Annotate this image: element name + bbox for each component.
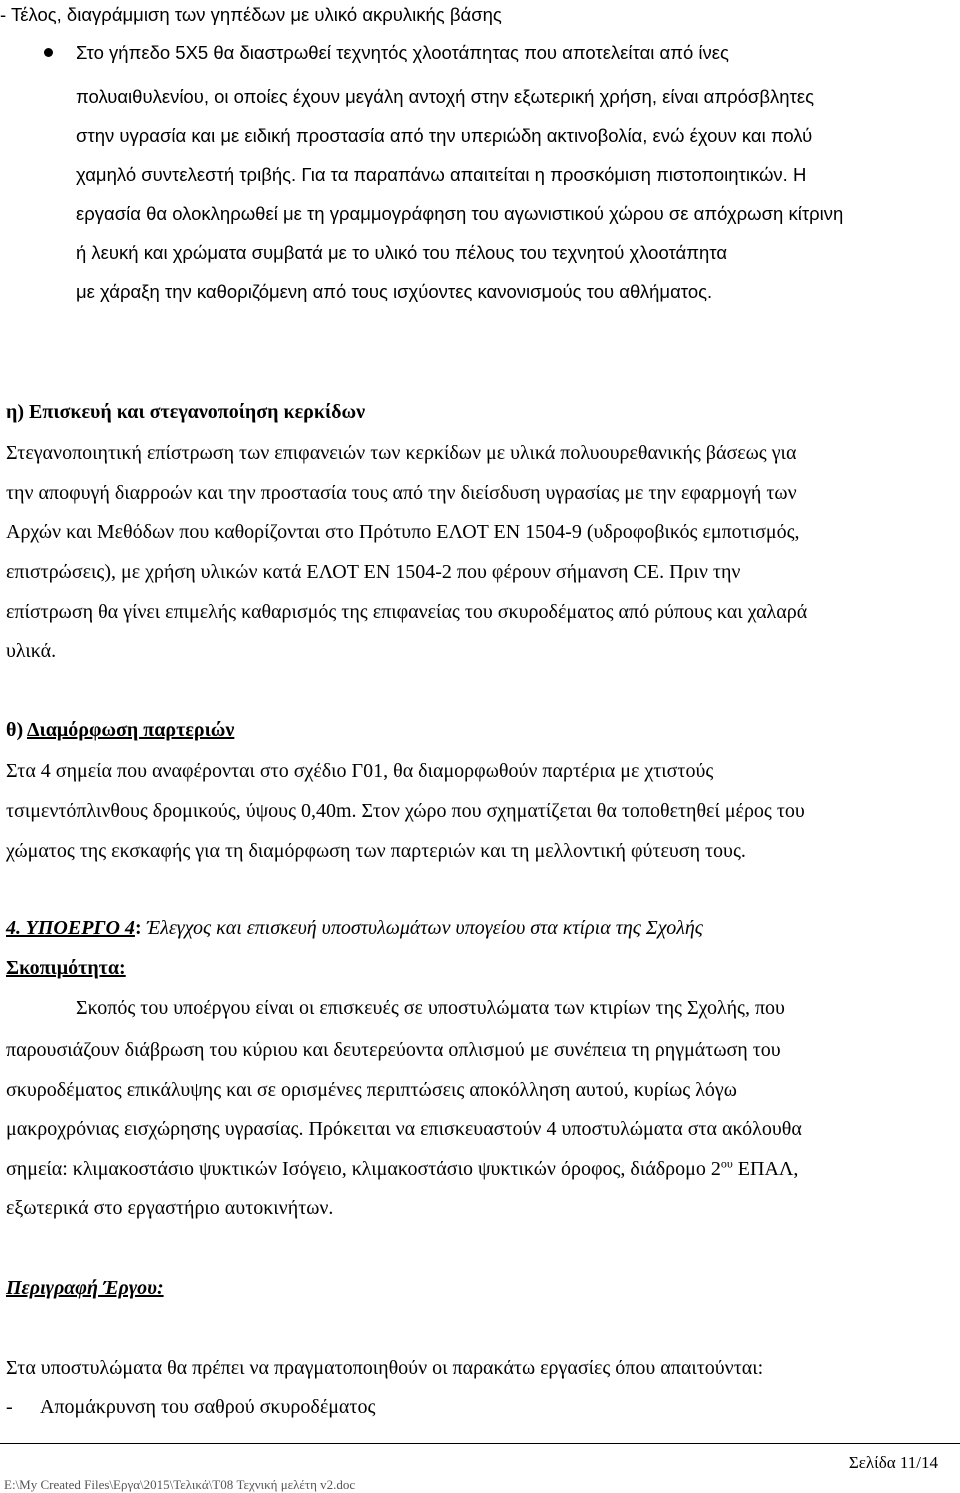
paragraph-line: παρουσιάζουν διάβρωση του κύριου και δευτερεύοντα οπλισμού με συνέπεια τη ρηγμάτωση του: [6, 1039, 781, 1061]
subproject-colon: :: [134, 917, 142, 939]
paragraph-line: ή λευκή και χρώματα συμβατά με το υλικό του πέλους του τεχνητού χλοοτάπητα: [76, 242, 728, 263]
paragraph-line: εξωτερικά στο εργαστήριο αυτοκινήτων.: [6, 1197, 334, 1219]
list-item: Απομάκρυνση του σαθρού σκυροδέματος: [40, 1396, 376, 1418]
subproject-heading: [6, 918, 703, 938]
paragraph-line: επίστρωση θα γίνει επιμελής καθαρισμός της επιφανείας του σκυροδέματος από ρύπους και χαλαρά: [6, 601, 808, 623]
subproject-number: 4. ΥΠΟΕΡΓΟ 4: [6, 917, 135, 939]
paragraph-line: εργασία θα ολοκληρωθεί με τη γραμμογράφηση του αγωνιστικού χώρου σε απόχρωση κίτρινη: [76, 203, 844, 224]
section-heading: - Τέλος, διαγράμμιση των γηπέδων με υλικό ακρυλικής βάσης: [0, 4, 502, 25]
list-item-dash: -: [6, 1396, 13, 1418]
paragraph-line: υλικά.: [6, 640, 57, 662]
paragraph-text: σημεία: κλιμακοστάσιο ψυκτικών Ισόγειο, κλιμακοστάσιο ψυκτικών όροφος, διάδρομο 2: [6, 1158, 721, 1180]
file-path: E:\My Created Files\Εργα\2015\Τελικά\T08 Τεχνική μελέτη v2.doc: [4, 1477, 356, 1492]
subproject-title: Έλεγχος και επισκευή υποστυλωμάτων υπογείου στα κτίρια της Σχολής: [141, 917, 703, 939]
superscript: ου: [720, 1156, 733, 1171]
paragraph-line: χαμηλό συντελεστή τριβής. Για τα παραπάνω απαιτείται η προσκόμιση πιστοποιητικών. Η: [76, 164, 807, 185]
paragraph-line: [76, 44, 954, 63]
paragraph-line: Στα 4 σημεία που αναφέρονται στο σχέδιο Γ01, θα διαμορφωθούν παρτέρια με χτιστούς: [6, 760, 714, 782]
paragraph-line: χώματος της εκσκαφής για τη διαμόρφωση των παρτεριών και τη μελλοντική φύτευση τους.: [6, 840, 746, 862]
heading-prefix: θ): [6, 719, 27, 741]
paragraph-line: με χάραξη την καθοριζόμενη από τους ισχύοντες κανονισμούς του αθλήματος.: [76, 281, 713, 302]
paragraph-line: Στεγανοποιητική επίστρωση των επιφανειών των κερκίδων με υλικά πολυουρεθανικής βάσεως για: [6, 442, 797, 464]
paragraph-line: Σκοπός του υποέργου είναι οι επισκευές σε υποστυλώματα των κτιρίων της Σχολής, που: [76, 997, 785, 1019]
paragraph-line: στην υγρασία και με ειδική προστασία από την υπεριώδη ακτινοβολία, ενώ έχουν και πολύ: [76, 125, 813, 146]
description-heading: Περιγραφή Έργου:: [6, 1277, 164, 1299]
paragraph-text: Στο γήπεδο 5Χ5 θα διαστρωθεί τεχνητός χλοοτάπητας που αποτελείται από ίνες: [76, 42, 729, 63]
paragraph-line: Αρχών και Μεθόδων που καθορίζονται στο Πρότυπο ΕΛΟΤ ΕΝ 1504-9 (υδροφοβικός εμποτισμός,: [6, 521, 800, 543]
page-number: Σελίδα 11/14: [848, 1453, 938, 1472]
paragraph-line: τσιμεντόπλινθους δρομικούς, ύψους 0,40m. Στον χώρο που σχηματίζεται θα τοποθετηθεί μέρος του: [6, 800, 805, 822]
paragraph-line: Στα υποστυλώματα θα πρέπει να πραγματοποιηθούν οι παρακάτω εργασίες όπου απαιτούνται:: [6, 1357, 764, 1379]
footer-divider: [0, 1443, 960, 1444]
paragraph-line: σκυροδέματος επικάλυψης και σε ορισμένες περιπτώσεις αποκόλληση αυτού, κυρίως λόγω: [6, 1079, 737, 1101]
purpose-heading: Σκοπιμότητα:: [6, 957, 126, 979]
paragraph-line: την αποφυγή διαρροών και την προστασία τους από την διείσδυση υγρασίας με την εφαρμογή των: [6, 482, 797, 504]
section-heading: [6, 720, 234, 740]
bullet-icon: [44, 48, 53, 57]
paragraph-line: μακροχρόνιας εισχώρησης υγρασίας. Πρόκειται να επισκευαστούν 4 υποστυλώματα στα ακόλουθα: [6, 1118, 802, 1140]
paragraph-text: ΕΠΑΛ,: [732, 1158, 799, 1180]
paragraph-line: πολυαιθυλενίου, οι οποίες έχουν μεγάλη αντοχή στην εξωτερική χρήση, είναι απρόσβλητες: [76, 86, 814, 107]
paragraph-line: επιστρώσεις), με χρήση υλικών κατά ΕΛΟΤ ΕΝ 1504-2 που φέρουν σήμανση CE. Πριν την: [6, 561, 741, 583]
paragraph-line: [6, 1156, 799, 1180]
section-heading: η) Επισκευή και στεγανοποίηση κερκίδων: [6, 401, 366, 423]
heading-title: Διαμόρφωση παρτεριών: [27, 719, 235, 741]
